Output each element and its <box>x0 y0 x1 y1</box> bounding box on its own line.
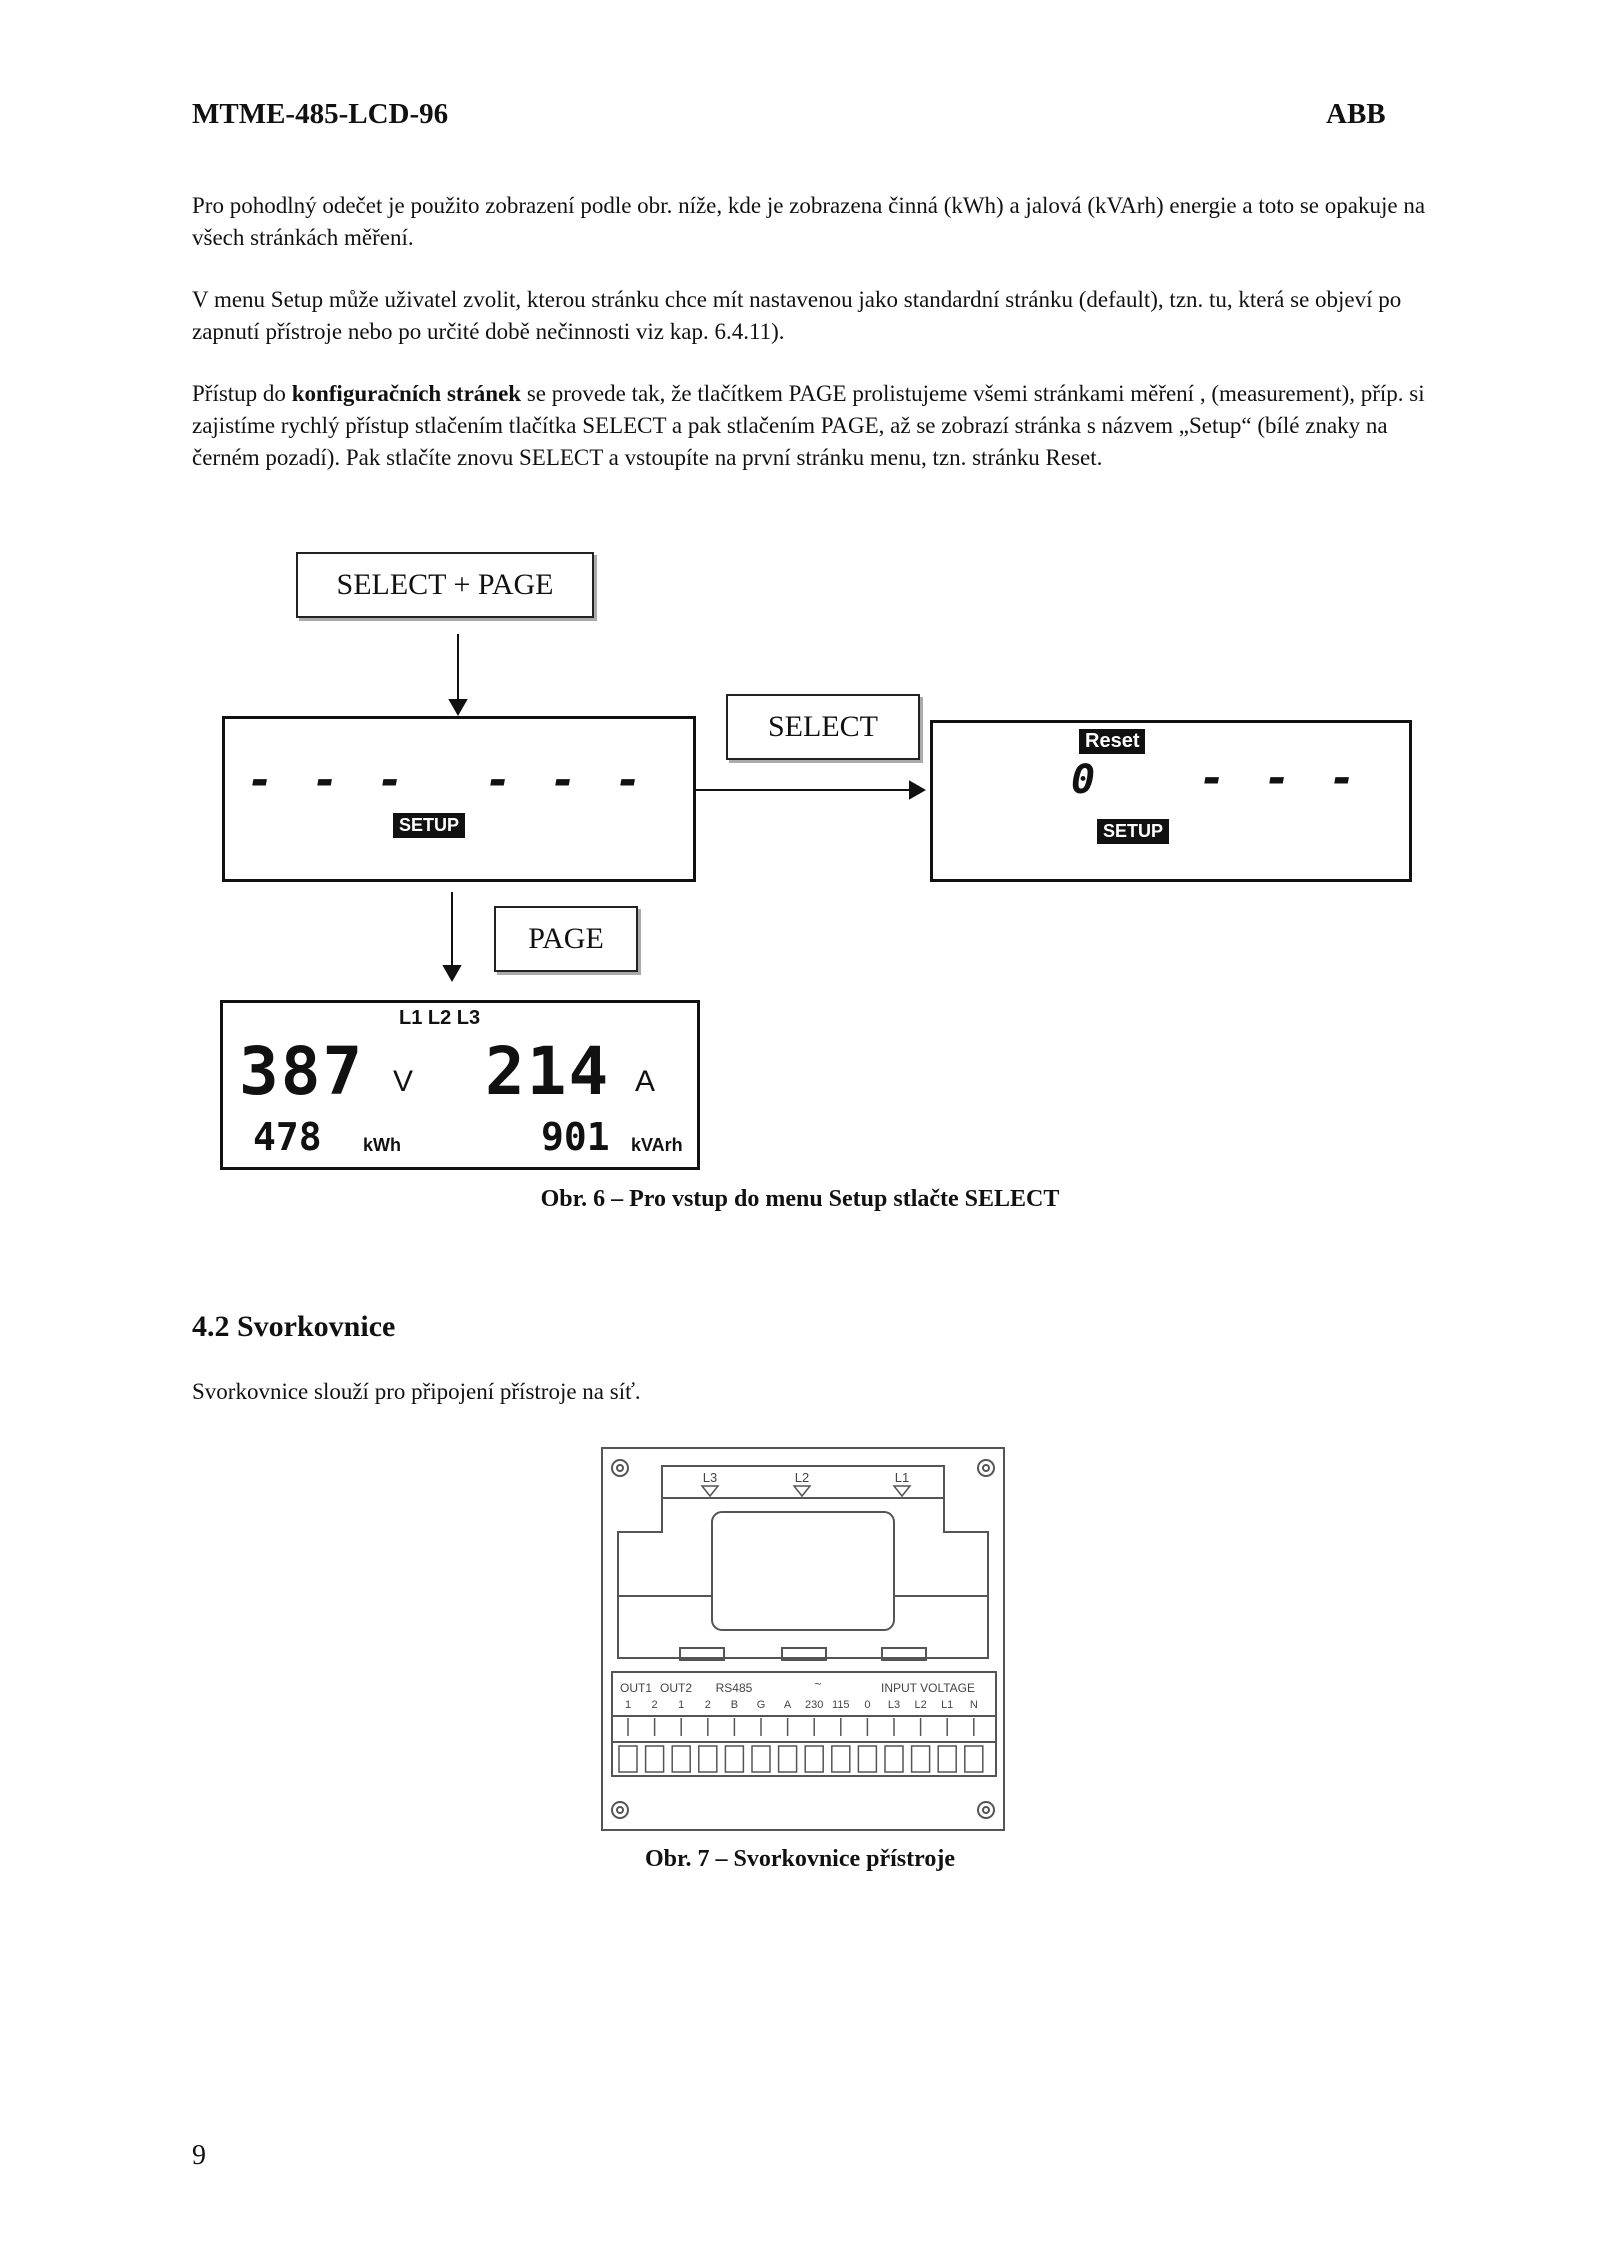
lcd3-voltage-unit: V <box>393 1065 414 1098</box>
terminal-label-5: B <box>730 1699 739 1711</box>
lcd2-dashes: - - - <box>1199 753 1362 804</box>
paragraph-3-text-a: Přístup do <box>192 381 292 406</box>
paragraph-3-text-c: se provede tak, že tlačítkem PAGE prolistujeme všemi stránkami měření , (measurement), příp. si zajistíme rychlý přístup stlačením tlačítka SELECT a pak stlačením PAGE, až se zobrazí stránka s názvem „Setup“ (bílé znaky na černém pozadí). Pak stlačíte znovu SELECT a vstoupíte na první stránku menu, tzn. stránku Reset. <box>192 381 1425 470</box>
terminal-block-diagram <box>600 1446 1006 1832</box>
terminal-label-8: 230 <box>805 1699 824 1711</box>
group-out2: OUT2 <box>659 1681 693 1695</box>
terminal-label-3: 1 <box>678 1699 685 1711</box>
section-title: 4.2 Svorkovnice <box>192 1310 396 1343</box>
lcd3-phases: L1 L2 L3 <box>399 1007 481 1029</box>
arrow-down-2 <box>444 892 460 980</box>
page-number: 9 <box>192 2140 206 2171</box>
select-page-label: SELECT + PAGE <box>336 568 554 601</box>
top-label-l1: L1 <box>894 1470 910 1485</box>
lcd-setup-screen <box>222 716 696 882</box>
figure7-caption: Obr. 7 – Svorkovnice přístroje <box>645 1846 955 1872</box>
lcd-measurement-screen <box>220 1000 700 1170</box>
lcd3-energy-unit: kWh <box>363 1135 401 1155</box>
lcd2-setup-badge: SETUP <box>1097 819 1169 844</box>
lcd2-digit: 0 <box>1071 757 1096 803</box>
lcd3-current-unit: A <box>635 1065 656 1098</box>
terminal-label-9: 115 <box>832 1699 850 1711</box>
document-header-title: MTME-485-LCD-96 <box>192 98 449 130</box>
arrow-down-1 <box>450 634 466 714</box>
arrow-right <box>690 782 924 798</box>
section-text: Svorkovnice slouží pro připojení přístroje na síť. <box>192 1379 641 1404</box>
top-label-l2: L2 <box>794 1470 810 1485</box>
lcd3-energy-value: 478 <box>253 1115 322 1159</box>
terminal-label-4: 2 <box>704 1699 711 1711</box>
document-header-brand: ABB <box>1326 98 1386 130</box>
terminal-label-11: L3 <box>887 1699 901 1711</box>
terminal-label-10: 0 <box>864 1699 871 1711</box>
paragraph-2-text: V menu Setup může uživatel zvolit, kterou stránku chce mít nastavenou jako standardní stránku (default), tzn. tu, která se objeví po zapnutí přístroje nebo po určité době nečinnosti viz kap. 6.4.11). <box>192 287 1402 344</box>
terminal-label-7: A <box>783 1699 792 1711</box>
lcd3-reactive-value: 901 <box>541 1115 610 1159</box>
terminal-label-12: L2 <box>914 1699 927 1711</box>
paragraph-1-text: Pro pohodlný odečet je použito zobrazení podle obr. níže, kde je zobrazena činná (kWh) a jalová (kVArh) energie a toto se opakuje na všech stránkách měření. <box>192 193 1426 250</box>
lcd1-left-dashes: - - - <box>247 755 410 806</box>
lcd3-voltage-value: 387 <box>239 1033 365 1110</box>
lcd-reset-screen <box>930 720 1412 882</box>
lcd1-right-dashes: - - - <box>485 755 648 806</box>
terminal-label-2: 2 <box>651 1699 658 1711</box>
figure6-caption: Obr. 6 – Pro vstup do menu Setup stlačte SELECT <box>540 1186 1060 1212</box>
group-tilde: ~ <box>814 1677 822 1691</box>
lcd3-reactive-unit: kVArh <box>631 1135 683 1155</box>
group-out1: OUT1 <box>619 1681 653 1695</box>
terminal-label-14: N <box>969 1699 978 1711</box>
top-label-l3: L3 <box>702 1470 718 1485</box>
select-label: SELECT <box>768 710 878 743</box>
page-label: PAGE <box>528 922 604 955</box>
group-input-voltage: INPUT VOLTAGE <box>880 1681 976 1695</box>
lcd1-setup-badge: SETUP <box>393 813 465 838</box>
select-box <box>726 694 920 760</box>
terminal-label-13: L1 <box>941 1699 954 1711</box>
terminal-label-6: G <box>756 1699 766 1711</box>
lcd2-reset-badge: Reset <box>1079 729 1145 754</box>
group-rs485: RS485 <box>715 1681 753 1695</box>
terminal-label-1: 1 <box>624 1699 632 1711</box>
page-box <box>494 906 638 972</box>
lcd3-current-value: 214 <box>485 1033 611 1110</box>
paragraph-3-bold: konfiguračních stránek <box>291 381 522 406</box>
